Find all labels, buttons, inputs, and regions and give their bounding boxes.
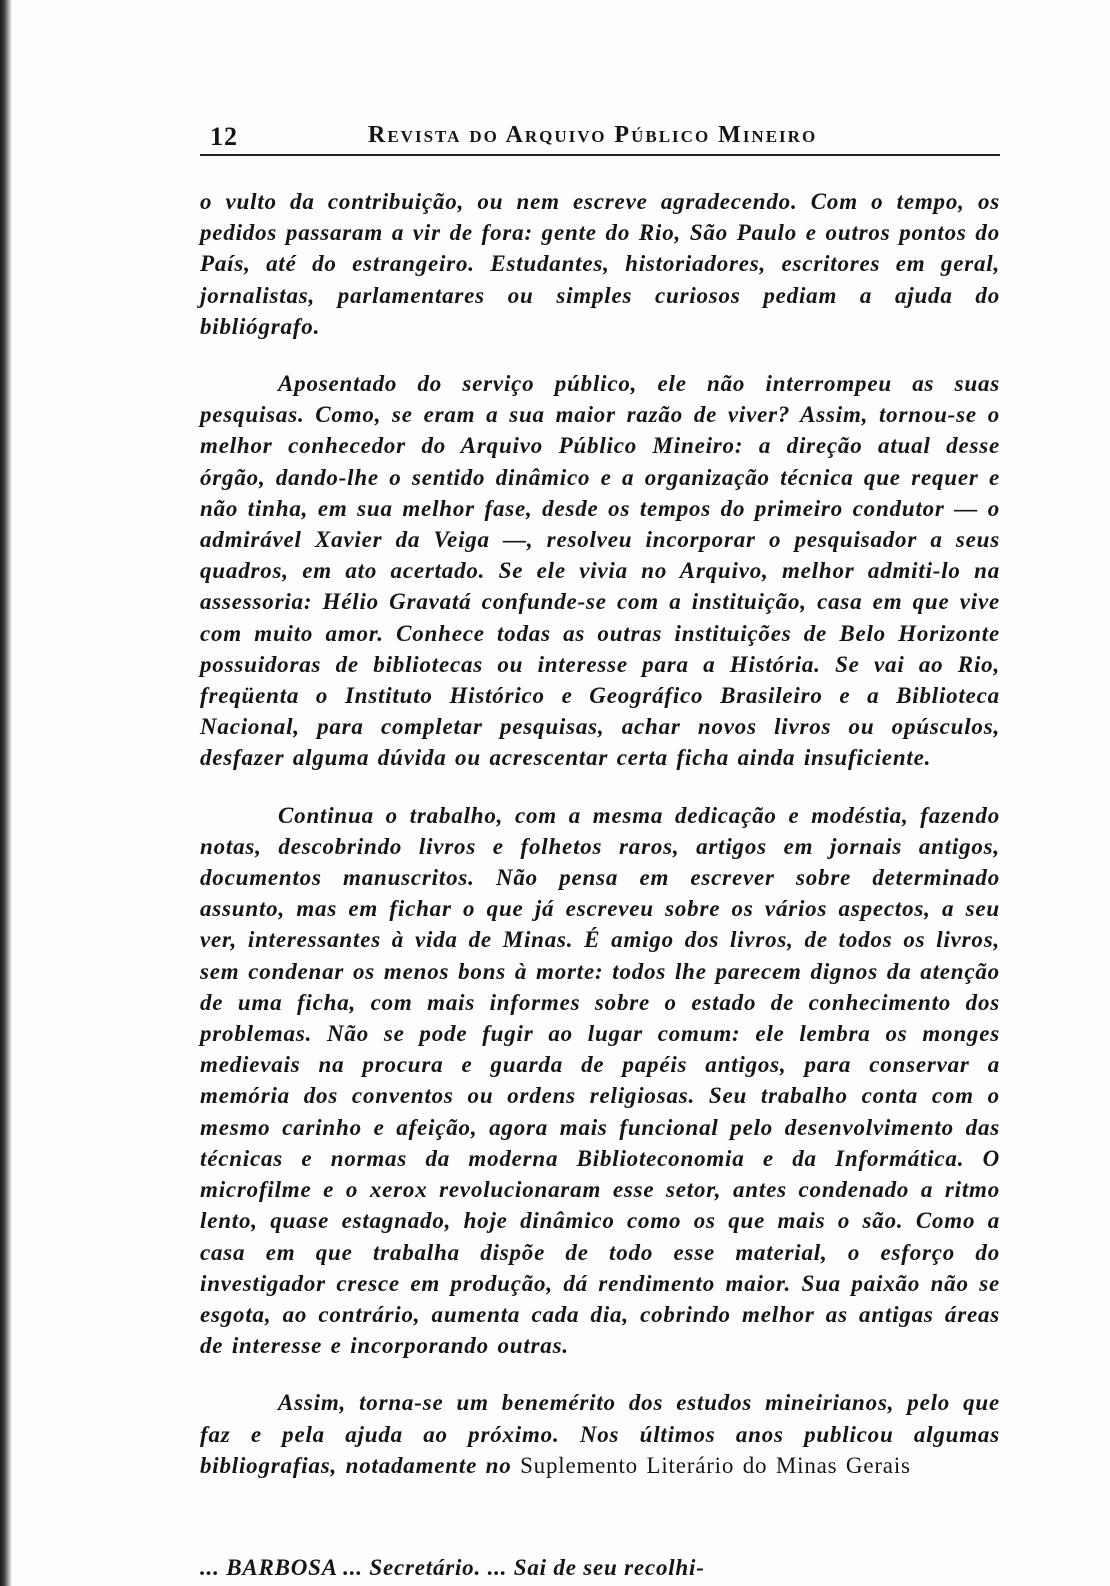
paragraph-2: Aposentado do serviço público, ele não interrompeu as suas pesquisas. Como, se eram a sua maior razão de viver? Assim, tornou-se o melhor conhecedor do Arquivo Público Mineiro: a direção atual desse órgão, dando-lhe o sentido dinâmico e a organização técnica que requer e não tinha, em sua melhor fase, desde os tempos do primeiro condutor — o admirável Xavier da Veiga —, resolveu incorporar o pesquisador a seus quadros, em ato acertado. Se ele vivia no Arquivo, melhor admiti-lo na assessoria: Hélio Gravatá confunde-se com a instituição, casa em que vive com muito amor. Conhece todas as outras instituições de Belo Horizonte possuidoras de bibliotecas ou interesse para a História. Se vai ao Rio, freqüenta o Instituto Histórico e Geográfico Brasileiro e a Biblioteca Nacional, para completar pesquisas, achar novos livros ou opúsculos, desfazer alguma dúvida ou acrescentar certa ficha ainda insuficiente. [200, 371, 1000, 771]
scan-binding-edge [0, 0, 12, 1586]
article-body [200, 186, 1000, 1481]
paragraph-4 [200, 1387, 1000, 1481]
paragraph-4-italic-text: Assim, torna-se um benemérito dos estudos mineirianos, pelo que faz e pela ajuda ao próximo. Nos últimos anos publicou algumas bibliografias, notadamente no [200, 1390, 1000, 1478]
book-page [200, 118, 1000, 1507]
running-header [200, 118, 1000, 156]
paragraph-3: Continua o trabalho, com a mesma dedicação e modéstia, fazendo notas, descobrindo livros e folhetos raros, artigos em jornais antigos, documentos manuscritos. Não pensa em escrever sobre determinado assunto, mas em fichar o que já escreveu sobre os vários aspectos, a seu ver, interessantes à vida de Minas. É amigo dos livros, de todos os livros, sem condenar os menos bons à morte: todos lhe parecem dignos da atenção de uma ficha, com mais informes sobre o estado de conhecimento dos problemas. Não se pode fugir ao lugar comum: ele lembra os monges medievais na procura e guarda de papéis antigos, para conservar a memória dos conventos ou ordens religiosas. Seu trabalho conta com o mesmo carinho e afeição, agora mais funcional pelo desenvolvimento das técnicas e normas da moderna Biblioteconomia e da Informática. O microfilme e o xerox revolucionaram esse setor, antes condenado a ritmo lento, quase estagnado, hoje dinâmico como os que mais o são. Como a casa em que trabalha dispõe de todo esse material, o esforço do investigador cresce em produção, dá rendimento maior. Sua paixão não se esgota, ao contrário, aumenta cada dia, cobrindo melhor as antigas áreas de interesse e incorporando outras. [200, 802, 1000, 1359]
paragraph-4-roman-text: Suplemento Literário do Minas Gerais [520, 1452, 911, 1478]
cut-off-line: ... BARBOSA ... Secretário. ... Sai de seu recolhi- [200, 1555, 705, 1580]
journal-title: Revista do Arquivo Público Mineiro [368, 122, 818, 148]
paragraph-1: o vulto da contribuição, ou nem escreve agradecendo. Com o tempo, os pedidos passaram a vir de fora: gente do Rio, São Paulo e outros pontos do País, até do estrangeiro. Estudantes, historiadores, escritores em geral, jornalistas, parlamentares ou simples curiosos pediam a ajuda do bibliógrafo. [200, 189, 1000, 339]
page-number: 12 [210, 122, 238, 151]
